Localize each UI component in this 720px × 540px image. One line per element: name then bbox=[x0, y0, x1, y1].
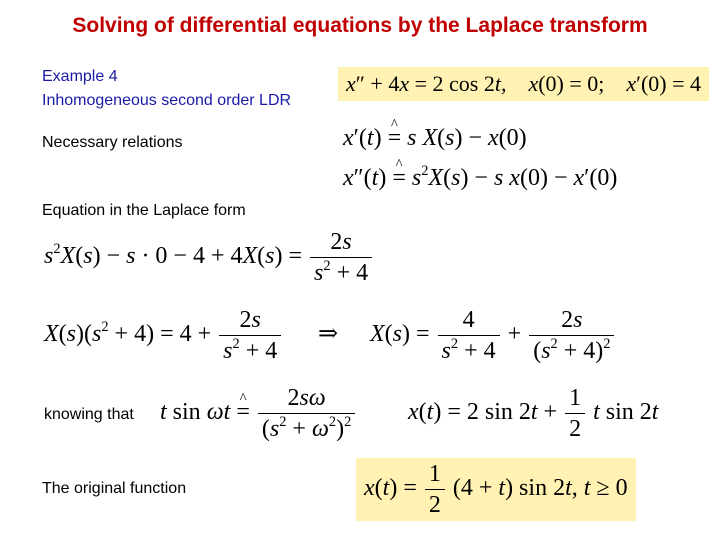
implies-arrow: ⇒ bbox=[318, 321, 339, 347]
original-function-label: The original function bbox=[42, 480, 187, 497]
example-subheading: Inhomogeneous second order LDR bbox=[42, 92, 292, 109]
laplace-form-label: Equation in the Laplace form bbox=[42, 202, 246, 219]
necessary-relations-label: Necessary relations bbox=[42, 134, 183, 151]
final-solution: x(t) = $\frac{1}{2}$ (4 + t) sin 2t, t ≥ 0 bbox=[356, 458, 636, 521]
known-transform: t sin ωt ^ = $\frac{2s\omega}{(s^2 + \omega^2)^2}$ bbox=[160, 386, 357, 441]
relation-first-derivative: x′(t) ^ = s X(s) − x(0) bbox=[343, 126, 527, 150]
xs-equation: $X(s)(s^2 + 4) = 4$ + $\frac{2s}{s^2 + 4}$ bbox=[44, 308, 283, 363]
relation-second-derivative: x″(t) ^ = $s^2X(s) - s$ x(0) − x′(0) bbox=[343, 166, 617, 190]
slide-title: Solving of differential equations by the Laplace transform bbox=[72, 14, 648, 37]
example-heading: Example 4 bbox=[42, 68, 118, 85]
solution-intermediate: x(t) = 2 sin 2t + $\frac{1}{2}$ t sin 2t bbox=[408, 385, 659, 442]
problem-equation: x″ + 4x = 2 cos 2t, x(0) = 0; x′(0) = 4 bbox=[338, 67, 709, 101]
knowing-that-label: knowing that bbox=[44, 406, 134, 423]
laplace-equation: $s^2X(s) - s \cdot 0 - 4 + 4X(s)$ = $\frac{2s}{s^2 + 4}$ bbox=[44, 230, 374, 285]
xs-solution: X(s) = $\frac{4}{s^2 + 4}$ + $\frac{2s}{(s^2 + 4)^2}$ bbox=[370, 308, 616, 363]
